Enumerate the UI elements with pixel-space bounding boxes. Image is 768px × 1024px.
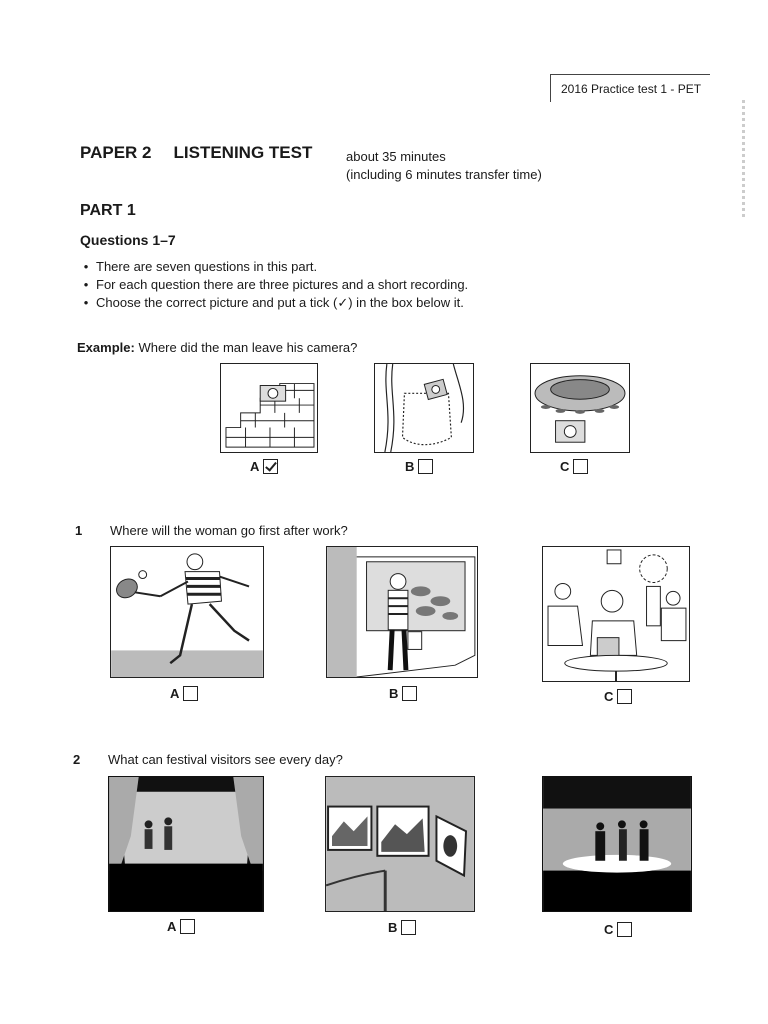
instruction-item: • There are seven questions in this part.	[76, 258, 468, 276]
q2-option-a	[167, 919, 195, 934]
option-letter: C	[604, 689, 614, 704]
duration-line-1: about 35 minutes	[346, 149, 446, 164]
duration	[346, 148, 606, 184]
q1-option-a	[170, 686, 198, 701]
scan-artifact	[742, 100, 745, 220]
q1-option-b	[389, 686, 417, 701]
part-title: PART 1	[80, 202, 136, 219]
option-letter: B	[405, 459, 415, 474]
example-label: Example:	[77, 340, 135, 355]
option-letter: A	[167, 919, 177, 934]
question-number: 2	[73, 752, 81, 767]
picture-q1-a	[110, 546, 264, 678]
picture-example-a	[220, 363, 318, 453]
duration-line-2: (including 6 minutes transfer time)	[346, 167, 542, 182]
paper-title	[80, 143, 312, 163]
tick-box[interactable]	[183, 686, 198, 701]
option-letter: C	[560, 459, 570, 474]
tick-box[interactable]	[573, 459, 588, 474]
instruction-item: • For each question there are three pictures and a short recording.	[76, 276, 468, 294]
picture-example-b	[374, 363, 474, 453]
picture-q1-c	[542, 546, 690, 682]
test-label: 2016 Practice test 1 - PET	[550, 74, 710, 102]
tick-box[interactable]	[401, 920, 416, 935]
option-letter: A	[170, 686, 180, 701]
tick-box[interactable]	[418, 459, 433, 474]
picture-q2-c	[542, 776, 692, 912]
option-letter: A	[250, 459, 260, 474]
q2-option-c	[604, 922, 632, 937]
example-option-b	[405, 459, 433, 474]
example-option-c	[560, 459, 588, 474]
tick-box[interactable]	[617, 922, 632, 937]
picture-example-c	[530, 363, 630, 453]
tick-box[interactable]	[402, 686, 417, 701]
tick-box[interactable]	[617, 689, 632, 704]
option-letter: B	[388, 920, 398, 935]
instruction-item: • Choose the correct picture and put a tick (✓) in the box below it.	[76, 294, 468, 312]
question-text: Where will the woman go first after work?	[110, 523, 348, 538]
picture-q2-b	[325, 776, 475, 912]
question-text: What can festival visitors see every day?	[108, 752, 343, 767]
option-letter: C	[604, 922, 614, 937]
example-question	[77, 340, 357, 355]
question-number: 1	[75, 523, 83, 538]
option-letter: B	[389, 686, 399, 701]
q2-option-b	[388, 920, 416, 935]
example-option-a	[250, 459, 278, 474]
tick-box-checked[interactable]	[263, 459, 278, 474]
q1-option-c	[604, 689, 632, 704]
test-name: LISTENING TEST	[173, 143, 313, 162]
example-text: Where did the man leave his camera?	[138, 340, 358, 355]
picture-q2-a	[108, 776, 264, 912]
paper-label: PAPER 2	[80, 143, 152, 162]
tick-box[interactable]	[180, 919, 195, 934]
picture-q1-b	[326, 546, 478, 678]
questions-title: Questions 1–7	[80, 232, 176, 248]
instructions-list	[76, 258, 468, 312]
